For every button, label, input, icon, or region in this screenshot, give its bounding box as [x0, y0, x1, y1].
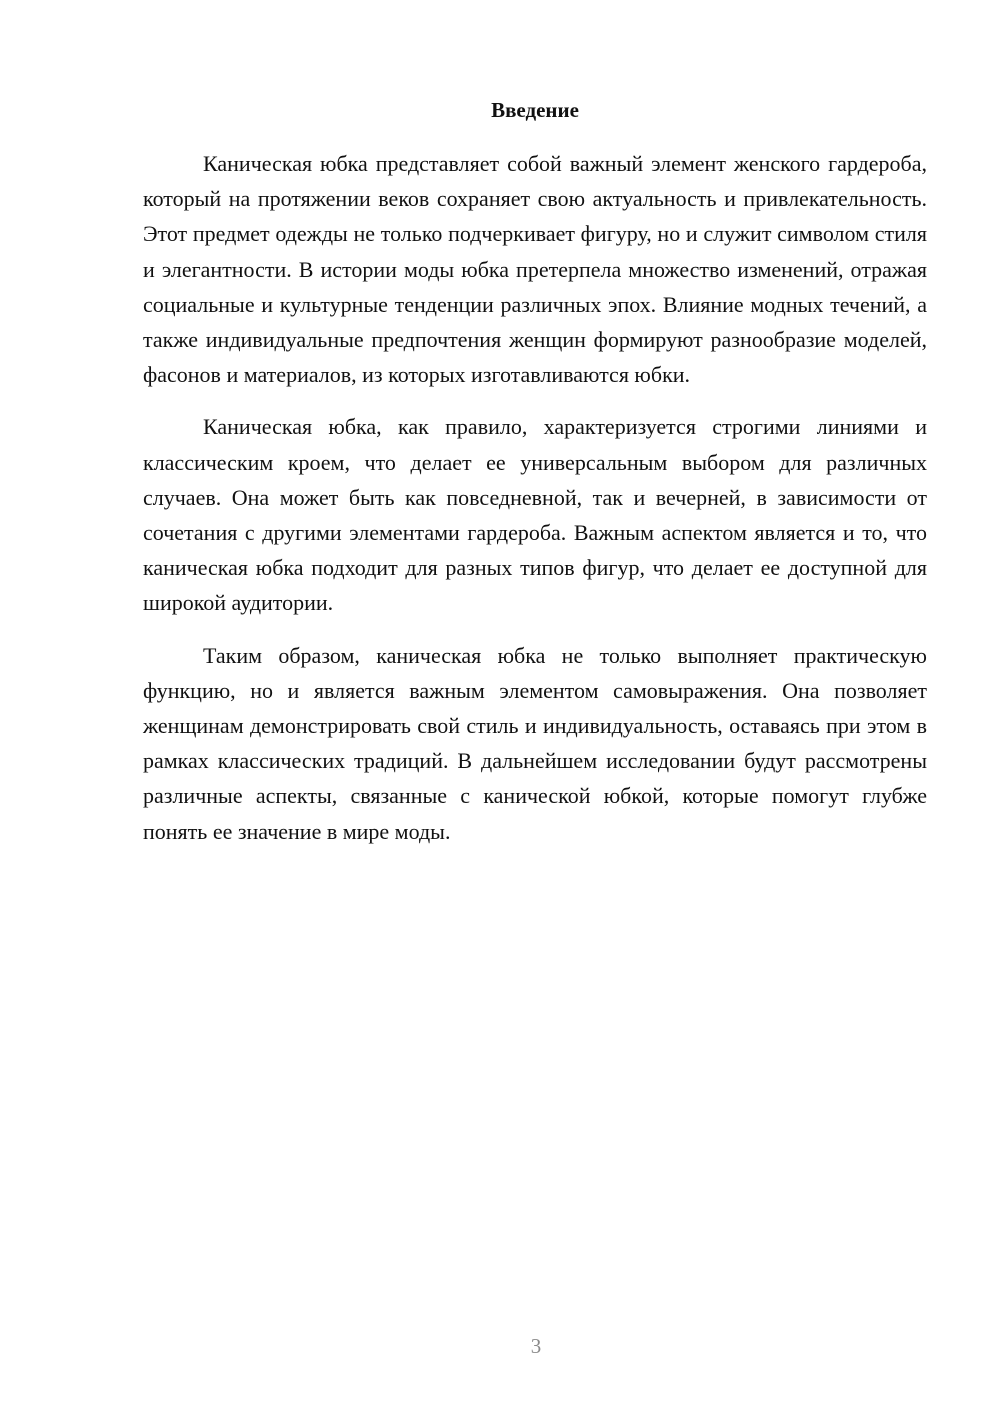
- page-number: 3: [530, 1334, 542, 1358]
- paragraph-2: Каническая юбка, как правило, характеризуется строгими линиями и классическим кроем, что делает ее универсальным выбором для различных случаев. Она может быть как повседневной, так и вечерней, в зависимости от сочетания с другими элементами гардероба. Важным аспектом является и то, что каническая юбка подходит для разных типов фигур, что делает ее доступной для широкой аудитории.: [143, 414, 927, 616]
- section-title: Введение: [491, 98, 579, 122]
- paragraph-3: Таким образом, каническая юбка не только выполняет практическую функцию, но и является важным элементом самовыражения. Она позволяет женщинам демонстрировать свой стиль и индивидуальность, оставаясь при этом в рамках классических традиций. В дальнейшем исследовании будут рассмотрены различные аспекты, связанные с канической юбкой, которые помогут глубже понять ее значение в мире моды.: [143, 642, 927, 844]
- paragraph-1: Каническая юбка представляет собой важный элемент женского гардероба, который на протяжении веков сохраняет свою актуальность и привлекательность. Этот предмет одежды не только подчеркивает фигуру, но и служит символом стиля и элегантности. В истории моды юбка претерпела множество изменений, отражая социальные и культурные тенденции различных эпох. Влияние модных течений, а также индивидуальные предпочтения женщин формируют разнообразие моделей, фасонов и материалов, из которых изготавливаются юбки.: [143, 151, 927, 388]
- page-content: [143, 96, 927, 866]
